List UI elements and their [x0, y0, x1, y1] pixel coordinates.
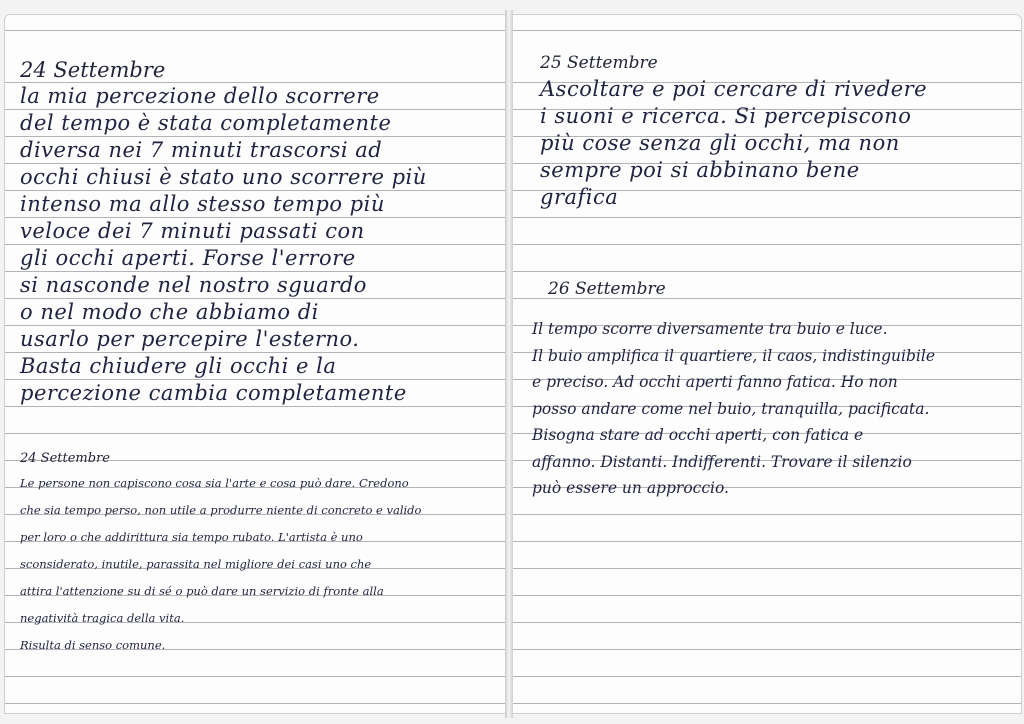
text-line: o nel modo che abbiamo di	[20, 300, 319, 324]
text-line: diversa nei 7 minuti trascorsi ad	[20, 138, 383, 162]
text-line: sconsiderato, inutile, parassita nel migliore dei casi uno che	[20, 557, 372, 571]
notebook-spine	[505, 10, 513, 718]
text-line: usarlo per percepire l'esterno.	[20, 327, 360, 351]
text-line: attira l'attenzione su di sé o può dare un servizio di fronte alla	[20, 584, 384, 598]
text-line: si nasconde nel nostro sguardo	[20, 273, 367, 297]
text-line: affanno. Distanti. Indifferenti. Trovare il silenzio	[532, 452, 912, 471]
text-line: negatività tragica della vita.	[20, 611, 185, 625]
text-line: che sia tempo perso, non utile a produrre niente di concreto e valido	[20, 503, 422, 517]
text-line: per loro o che addirittura sia tempo rubato. L'artista è uno	[20, 530, 363, 544]
text-line: Bisogna stare ad occhi aperti, con fatica e	[532, 426, 864, 444]
text-line: i suoni e ricerca. Si percepiscono	[540, 104, 912, 128]
text-line: Il tempo scorre diversamente tra buio e luce.	[532, 320, 888, 338]
text-line: grafica	[540, 185, 619, 209]
text-line: del tempo è stata completamente	[20, 111, 392, 135]
text-line: può essere un approccio.	[532, 479, 729, 497]
right-entry-2	[532, 276, 935, 502]
entry-date: 25 Settembre	[540, 53, 658, 73]
left-entry-2	[20, 448, 421, 659]
entry-date: 24 Settembre	[20, 58, 166, 82]
text-line: Ascoltare e poi cercare di rivedere	[540, 77, 928, 101]
text-line: occhi chiusi è stato uno scorrere più	[20, 165, 427, 189]
entry-date: 26 Settembre	[548, 279, 666, 299]
right-entry-1	[540, 50, 927, 211]
text-line: sempre poi si abbinano bene	[540, 158, 860, 182]
text-line: Il buio amplifica il quartiere, il caos, indistinguibile	[532, 346, 935, 365]
text-line: Basta chiudere gli occhi e la	[20, 354, 337, 378]
text-line: gli occhi aperti. Forse l'errore	[20, 246, 356, 270]
entry-date: 24 Settembre	[20, 451, 110, 466]
text-line: percezione cambia completamente	[20, 381, 407, 405]
text-line: intenso ma allo stesso tempo più	[20, 192, 385, 216]
text-line: la mia percezione dello scorrere	[20, 84, 380, 108]
text-line: e preciso. Ad occhi aperti fanno fatica. Ho non	[532, 373, 898, 391]
text-line: Le persone non capiscono cosa sia l'arte e cosa può dare. Credono	[20, 476, 409, 490]
left-entry-1	[20, 57, 427, 407]
text-line: veloce dei 7 minuti passati con	[20, 219, 365, 243]
text-line: posso andare come nel buio, tranquilla, pacificata.	[532, 399, 930, 418]
text-line: più cose senza gli occhi, ma non	[540, 131, 900, 155]
text-line: Risulta di senso comune.	[20, 638, 166, 652]
